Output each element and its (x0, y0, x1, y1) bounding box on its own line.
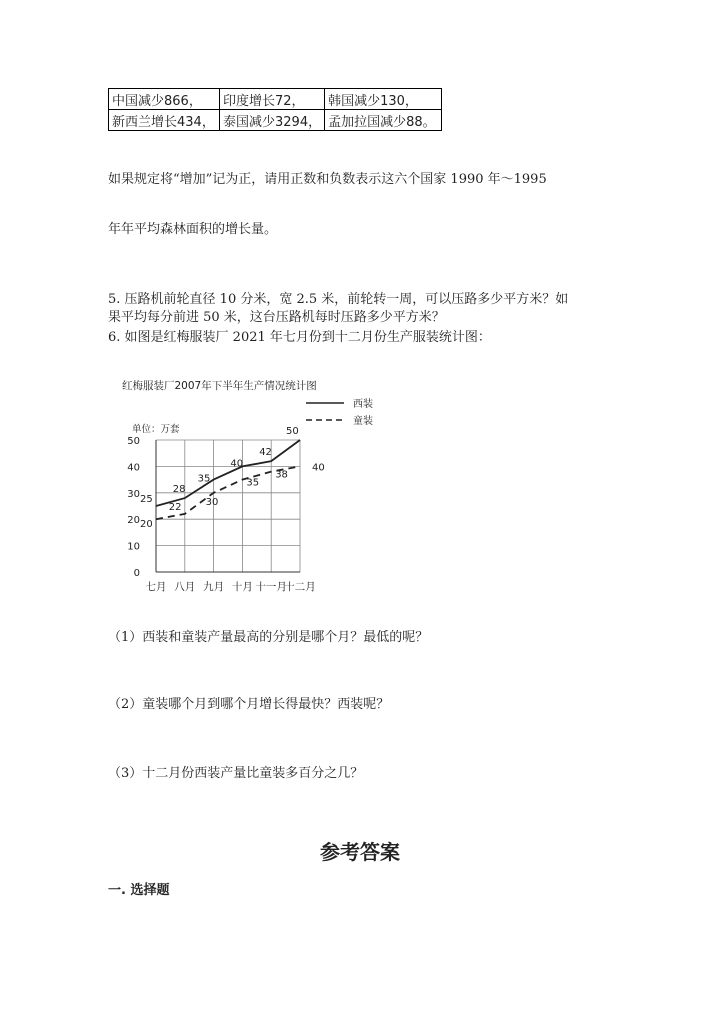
chart-unit-label: 单位：万套 (132, 424, 180, 435)
table-row (109, 89, 442, 110)
table-cell: 泰国减少3294， (220, 110, 325, 131)
x-tick-label: 十二月 (284, 581, 316, 593)
x-tick-label: 十一月 (255, 581, 287, 593)
table-cell: 孟加拉国减少88。 (325, 110, 442, 131)
question-2: （2）童装哪个月到哪个月增长得最快？西装呢？ (108, 697, 390, 712)
data-label-kids: 22 (168, 501, 182, 513)
y-tick-label: 10 (127, 541, 140, 553)
y-tick-label: 20 (127, 515, 140, 527)
chart-title: 红梅服装厂2007年下半年生产情况统计图 (122, 380, 317, 392)
data-label-suit: 25 (140, 494, 153, 505)
legend-label-suit: 西装 (353, 399, 373, 410)
question-1: （1）西装和童装产量最高的分别是哪个月？最低的呢？ (108, 630, 429, 645)
production-line-chart (108, 372, 398, 602)
x-tick-label: 八月 (174, 581, 196, 593)
q6-line1: 6. 如图是红梅服装厂 2021 年七月份到十二月份生产服装统计图： (108, 330, 491, 345)
y-tick-label: 30 (127, 488, 140, 500)
data-label-kids: 20 (140, 519, 153, 531)
answer-title: 参考答案 (320, 840, 400, 864)
table-cell: 印度增长72， (220, 89, 325, 110)
q4-line2: 年年平均森林面积的增长量。 (108, 222, 278, 237)
legend-label-kids: 童装 (353, 416, 373, 427)
y-tick-label: 40 (127, 462, 140, 474)
q4-line1: 如果规定将“增加”记为正，请用正数和负数表示这六个国家 1990 年～1995 (108, 172, 547, 187)
chart-svg (108, 372, 398, 602)
section-heading: 一. 选择题 (108, 883, 170, 898)
data-label-suit: 28 (172, 484, 186, 496)
chart-y-ticks (127, 436, 140, 579)
q5-line1: 5. 压路机前轮直径 10 分米，宽 2.5 米，前轮转一周，可以压路多少平方米？如 (108, 292, 569, 307)
table-cell: 新西兰增长434， (109, 110, 220, 131)
data-label-suit: 40 (230, 458, 244, 470)
country-forest-table (108, 88, 442, 131)
x-tick-label: 七月 (145, 581, 167, 593)
data-label-kids: 30 (205, 496, 219, 508)
data-label-kids: 38 (275, 469, 288, 481)
data-label-suit: 35 (197, 473, 211, 485)
chart-x-ticks (146, 580, 316, 593)
table-cell: 中国减少866， (109, 89, 220, 110)
chart-legend (306, 397, 373, 427)
data-label-suit: 42 (259, 447, 272, 459)
data-label-suit: 50 (286, 426, 299, 437)
table-row (109, 110, 442, 131)
table-cell: 韩国减少130， (325, 89, 442, 110)
q5-line2: 果平均每分前进 50 米，这台压路机每时压路多少平方米？ (108, 310, 445, 325)
x-tick-label: 九月 (203, 581, 225, 593)
y-tick-label: 50 (127, 436, 140, 447)
y-tick-label: 0 (133, 568, 140, 579)
data-label-kids: 40 (312, 462, 325, 474)
data-label-kids: 35 (246, 477, 260, 489)
question-3: （3）十二月份西装产量比童装多百分之几？ (108, 766, 364, 781)
x-tick-label: 十月 (231, 581, 253, 593)
